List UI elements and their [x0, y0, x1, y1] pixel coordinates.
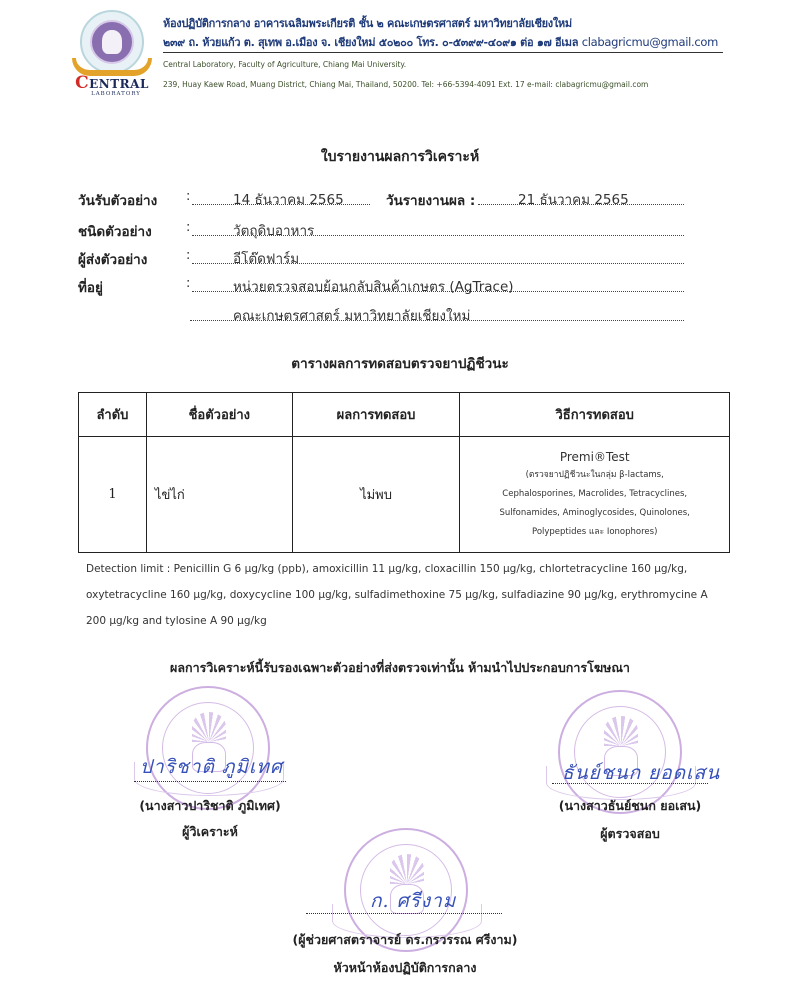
sender-value: อีโต๊ดฟาร์ม	[233, 251, 300, 267]
address-line1-value: หน่วยตรวจสอบย้อนกลับสินค้าเกษตร (AgTrace)	[233, 279, 514, 295]
letterhead-divider	[163, 52, 723, 53]
head-role: หัวหน้าห้องปฏิบัติการกลาง	[333, 960, 477, 975]
address-label: ที่อยู่	[78, 280, 103, 296]
stamp-rays-icon	[390, 854, 424, 884]
cell-result: ไม่พบ	[292, 437, 460, 553]
sender-label: ผู้ส่งตัวอย่าง	[78, 252, 148, 268]
analyst-signature: ปาริชาติ ภูมิเทศ	[140, 756, 284, 778]
analyst-name: (นางสาวปาริชาติ ภูมิเทศ)	[139, 798, 281, 813]
report-date-label: วันรายงานผล :	[386, 193, 476, 209]
report-date-value: 21 ธันวาคม 2565	[518, 192, 629, 208]
letterhead-thai-line2	[163, 33, 718, 51]
cell-no: 1	[79, 437, 147, 553]
sample-type-value: วัตถุดิบอาหาร	[233, 223, 315, 239]
address-line2-value: คณะเกษตรศาสตร์ มหาวิทยาลัยเชียงใหม่	[233, 308, 471, 324]
letterhead-thai-address: ๒๓๙ ถ. ห้วยแก้ว ต. สุเทพ อ.เมือง จ. เชียงใหม่ ๕๐๒๐๐ โทร. ๐-๕๓๙๙-๔๐๙๑ ต่อ ๑๗ อีเมล	[163, 36, 579, 49]
analyst-role: ผู้วิเคราะห์	[182, 824, 238, 839]
inspector-signature: ธันย์ชนก ยอดเสน	[562, 762, 721, 784]
header-no: ลำดับ	[79, 393, 147, 437]
method-detail-line: Polypeptides และ Ionophores)	[532, 526, 658, 537]
analyst-signature-line	[134, 781, 286, 782]
sender-colon: :	[186, 248, 191, 263]
method-title: Premi®Test	[559, 449, 630, 464]
disclaimer-text: ผลการวิเคราะห์นี้รับรองเฉพาะตัวอย่างที่ส่งตรวจเท่านั้น ห้ามนำไปประกอบการโฆษณา	[170, 660, 630, 675]
inspector-role: ผู้ตรวจสอบ	[600, 826, 660, 841]
head-signature: ก. ศรีงาม	[370, 890, 457, 912]
cell-sample-name: ไข่ไก่	[146, 437, 292, 553]
received-date-value: 14 ธันวาคม 2565	[233, 192, 344, 208]
logo-brand-text: CENTRAL	[75, 73, 149, 93]
method-detail-line: Cephalosporines, Macrolides, Tetracyclines,	[502, 488, 688, 499]
sample-type-label: ชนิดตัวอย่าง	[78, 224, 152, 240]
received-date-label: วันรับตัวอย่าง	[78, 193, 158, 209]
received-date-colon: :	[186, 189, 191, 204]
method-detail-line: Sulfonamides, Aminoglycosides, Quinolones,	[499, 507, 690, 518]
header-method: วิธีการทดสอบ	[460, 393, 730, 437]
letterhead-thai-line1: ห้องปฏิบัติการกลาง อาคารเฉลิมพระเกียรติ ชั้น ๒ คณะเกษตรศาสตร์ มหาวิทยาลัยเชียงใหม่	[163, 17, 572, 30]
header-sample-name: ชื่อตัวอย่าง	[146, 393, 292, 437]
results-table-header-row	[79, 393, 730, 437]
logo-subtext: LABORATORY	[91, 91, 141, 97]
head-name: (ผู้ช่วยศาสตราจารย์ ดร.กรวรรณ ศรีงาม)	[292, 932, 518, 947]
document-title: ใบรายงานผลการวิเคราะห์	[320, 149, 480, 165]
letterhead-email: clabagricmu@gmail.com	[581, 35, 719, 49]
central-lab-logo	[66, 8, 158, 98]
address-colon: :	[186, 276, 191, 291]
head-signature-line	[306, 913, 502, 914]
cell-method	[460, 437, 730, 553]
sample-type-colon: :	[186, 220, 191, 235]
header-result: ผลการทดสอบ	[292, 393, 460, 437]
inspector-signature-line	[552, 783, 708, 784]
elephant-icon	[102, 30, 122, 54]
results-table-title: ตารางผลการทดสอบตรวจยาปฏิชีวนะ	[291, 356, 509, 372]
logo-brand-rest: ENTRAL	[89, 77, 149, 91]
table-row	[79, 437, 730, 553]
stamp-rays-icon	[192, 712, 226, 742]
results-table	[78, 392, 730, 553]
detection-limit-text: Detection limit : Penicillin G 6 µg/kg (ppb), amoxicillin 11 µg/kg, cloxacillin 150 µg/kg, chlortetracycline 160 µg/kg, oxytetracycline 160 µg/kg, doxycycline 100 µg/kg, sulfadimethoxine 75 µg/kg, sulfadiazine 90 µg/kg, erythromycine A 200 µg/kg and tylosine A 90 µg/kg	[86, 563, 708, 627]
method-detail-line: (ตรวจยาปฏิชีวนะในกลุ่ม β-lactams,	[525, 469, 664, 480]
inspector-name: (นางสาวธันย์ชนก ยอเสน)	[558, 798, 702, 813]
letterhead-english-line2: 239, Huay Kaew Road, Muang District, Chiang Mai, Thailand, 50200. Tel: +66-5394-4091 Ext. 17 e-mail: clabagricmu@gmail.com	[163, 80, 649, 89]
stamp-rays-icon	[604, 716, 638, 746]
faculty-stamp-icon	[146, 686, 270, 810]
letterhead-english-line1: Central Laboratory, Faculty of Agriculture, Chiang Mai University.	[163, 60, 407, 69]
